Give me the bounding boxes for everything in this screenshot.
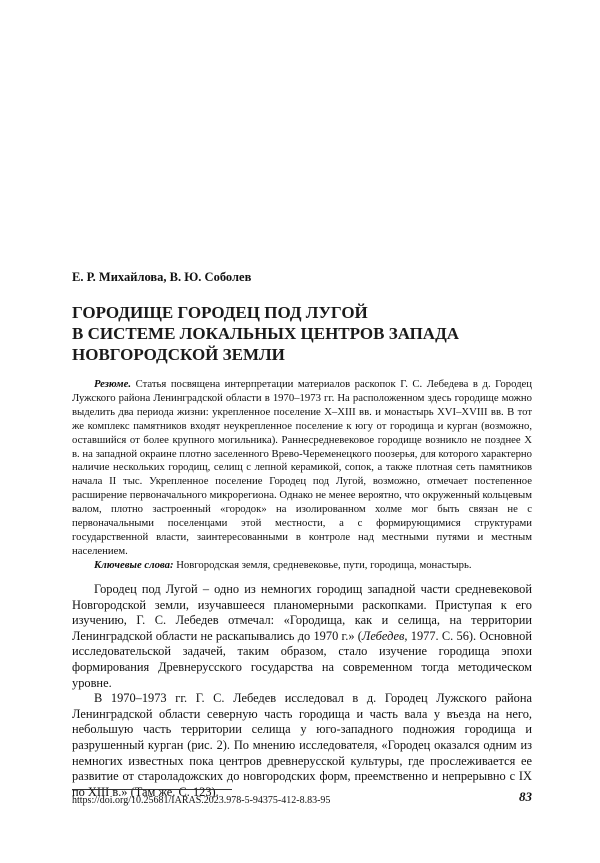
- body-paragraph-1: [72, 582, 532, 691]
- title-line-1: ГОРОДИЩЕ ГОРОДЕЦ ПОД ЛУГОЙ: [72, 303, 368, 322]
- title-line-3: НОВГОРОДСКОЙ ЗЕМЛИ: [72, 345, 285, 364]
- doi-link[interactable]: https://doi.org/10.25681/IARAS.2023.978-5-94375-412-8.83-95: [72, 795, 331, 806]
- abstract-label: Резюме.: [94, 378, 132, 390]
- abstract-paragraph: [72, 378, 532, 559]
- citation-author: Лебедев: [361, 628, 405, 643]
- authors: Е. Р. Михайлова, В. Ю. Соболев: [72, 270, 252, 284]
- abstract-text: Статья посвящена интерпретации материалов раскопок Г. С. Лебедева в д. Городец Лужского района Ленинградской области в 1970–1973 гг. На расположенном здесь городище можно выделить два периода жизни: укрепленное поселение X–XIII вв. и монастырь XVI–XVIII вв. В тот же комплекс памятников входят неукрепленное поселение к югу от городища и курган (возможно, оставшийся от более крупного могильника). Раннесредневековое городище возникло не позднее X в. на западной окраине плотно заселенного Врево-Череменецкого поозерья, для которого характерно наличие нескольких городищ, селищ с лепной керамикой, сопок, а также плотная сеть памятников начала II тыс. Укрепленное поселение Городец под Лугой, возможно, отмечает постепенное расширение первоначального микрорегиона. Однако не менее вероятно, что окруженный кольцевым валом, плотно застроенный «городок» на изолированном холме мог быть связан не с первоначальными поселенцами этой местности, а с формирующимися структурами государственной власти, заинтересованными в контроле над местными путями и местным населением.: [72, 378, 533, 557]
- keywords-label: Ключевые слова:: [94, 558, 174, 571]
- article-title: [72, 302, 542, 365]
- main-text: [72, 582, 532, 800]
- page-number: 83: [519, 789, 532, 804]
- keywords: [72, 559, 532, 573]
- body-paragraph-2: В 1970–1973 гг. Г. С. Лебедев исследовал в д. Городец Лужского района Ленинградской области северную часть городища и часть вала у въезда на него, небольшую часть территории селища у юго-западного подножия городища и разрушенный курган (рис. 2). По мнению исследователя, «Городец оказался одним из немногих известных пока центров древнерусской культуры, где прослеживается ее развитие от староладожских до новгородских форм, преемственно и непрерывно с IX по XIII в.» (Там же. С. 123).: [72, 691, 532, 799]
- body-p1-text-a: Городец под Лугой – одно из немногих городищ западной части средневековой Новгородской земли, изучавшееся планомерными раскопками. Приступая к его изучению, Г. С. Лебедев отмечал: «Городища, как и селища, на территории Ленинградской области не раскапывались до 1970 г.» (: [72, 582, 532, 643]
- abstract: [72, 378, 532, 573]
- body-p1-text-b: , 1977. С. 56). Основной исследовательской задачей, таким образом, стало изучение городища эпохи формирования Древнерусского государства на современном тогда методическом уровне.: [72, 628, 532, 690]
- title-line-2: В СИСТЕМЕ ЛОКАЛЬНЫХ ЦЕНТРОВ ЗАПАДА: [72, 324, 460, 343]
- keywords-text: Новгородская земля, средневековье, пути, городища, монастырь.: [176, 558, 472, 571]
- footnote-divider: [72, 789, 232, 790]
